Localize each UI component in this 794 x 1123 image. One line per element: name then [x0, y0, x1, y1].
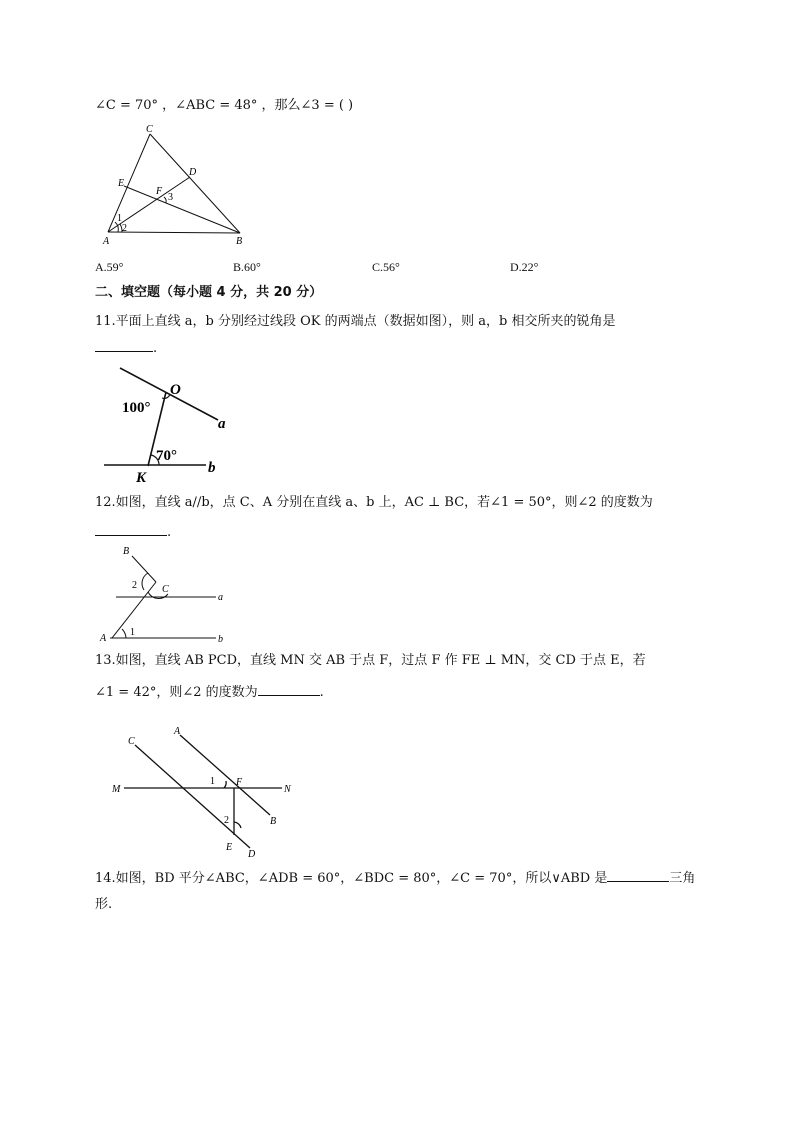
q13-label-M: M	[112, 784, 121, 795]
q13-label-1: 1	[210, 776, 215, 787]
q12-label-A: A	[100, 633, 107, 644]
q10-label-E: E	[118, 178, 125, 189]
q11-label-a: a	[218, 416, 226, 432]
q13-label-A: A	[174, 726, 181, 737]
q11-answer-line: .	[95, 338, 157, 358]
q10-label-A: A	[103, 236, 110, 247]
q11-angle-70: 70°	[156, 448, 177, 464]
q11-angle-100: 100°	[122, 400, 151, 416]
q12-label-b: b	[218, 634, 223, 645]
q10-option-c[interactable]: C.56°	[372, 260, 400, 274]
section-heading: 二、填空题（每小题 4 分，共 20 分）	[95, 285, 323, 300]
q12-label-a: a	[218, 592, 223, 603]
q10-label-D: D	[189, 167, 197, 178]
q10-label-3: 3	[168, 192, 173, 203]
q13-label-D: D	[248, 849, 256, 860]
q10-label-1: 1	[117, 213, 122, 224]
q13-text-line2: ∠1 = 42°，则∠2 的度数为 .	[95, 682, 324, 702]
q12-text: 12.如图，直线 a//b，点 C、A 分别在直线 a、b 上，AC ⊥ BC，若∠1 = 50°，则∠2 的度数为	[95, 495, 653, 510]
q10-label-C: C	[146, 124, 153, 135]
q12-parallel-figure	[96, 542, 236, 647]
q10-label-B: B	[236, 236, 243, 247]
q14-text-line2: 形.	[95, 897, 113, 912]
q10-label-2: 2	[122, 223, 127, 234]
q12-label-C: C	[162, 584, 169, 595]
q13-answer-blank[interactable]	[258, 682, 320, 696]
q13-label-2: 2	[224, 815, 229, 826]
q12-label-1: 1	[130, 627, 135, 638]
q11-lines-figure	[100, 362, 240, 487]
q13-label-E: E	[226, 842, 233, 853]
q11-text: 11.平面上直线 a，b 分别经过线段 OK 的两端点（数据如图），则 a，b 相交所夹的锐角是	[95, 314, 616, 329]
q10-option-d[interactable]: D.22°	[510, 260, 539, 274]
q12-answer-blank[interactable]	[95, 522, 167, 536]
q13-label-N: N	[284, 784, 291, 795]
q14-answer-blank[interactable]	[607, 868, 669, 882]
q10-label-F: F	[156, 186, 163, 197]
q13-parallel-figure	[110, 720, 300, 860]
q10-option-b[interactable]: B.60°	[233, 260, 261, 274]
q11-answer-blank[interactable]	[95, 338, 153, 352]
q12-label-2: 2	[132, 580, 137, 591]
q11-label-b: b	[208, 460, 216, 476]
q13-label-C: C	[128, 736, 135, 747]
q10-option-a[interactable]: A.59°	[95, 260, 124, 274]
q12-label-B: B	[123, 546, 130, 557]
q13-text-line1: 13.如图，直线 AB PCD，直线 MN 交 AB 于点 F，过点 F 作 FE ⊥ MN，交 CD 于点 E，若	[95, 653, 646, 668]
q10-triangle-figure	[100, 122, 260, 250]
q13-label-F: F	[236, 777, 243, 788]
q11-label-O: O	[170, 382, 181, 398]
q14-text: 14.如图，BD 平分∠ABC，∠ADB = 60°，∠BDC = 80°，∠C = 70°，所以∨ABD 是 三角	[95, 868, 695, 888]
q13-label-B: B	[270, 816, 277, 827]
q10-stem: ∠C = 70° ，∠ABC = 48° ，那么∠3 = ( )	[95, 98, 354, 113]
q12-answer-line: .	[95, 522, 171, 542]
q11-label-K: K	[136, 470, 147, 486]
